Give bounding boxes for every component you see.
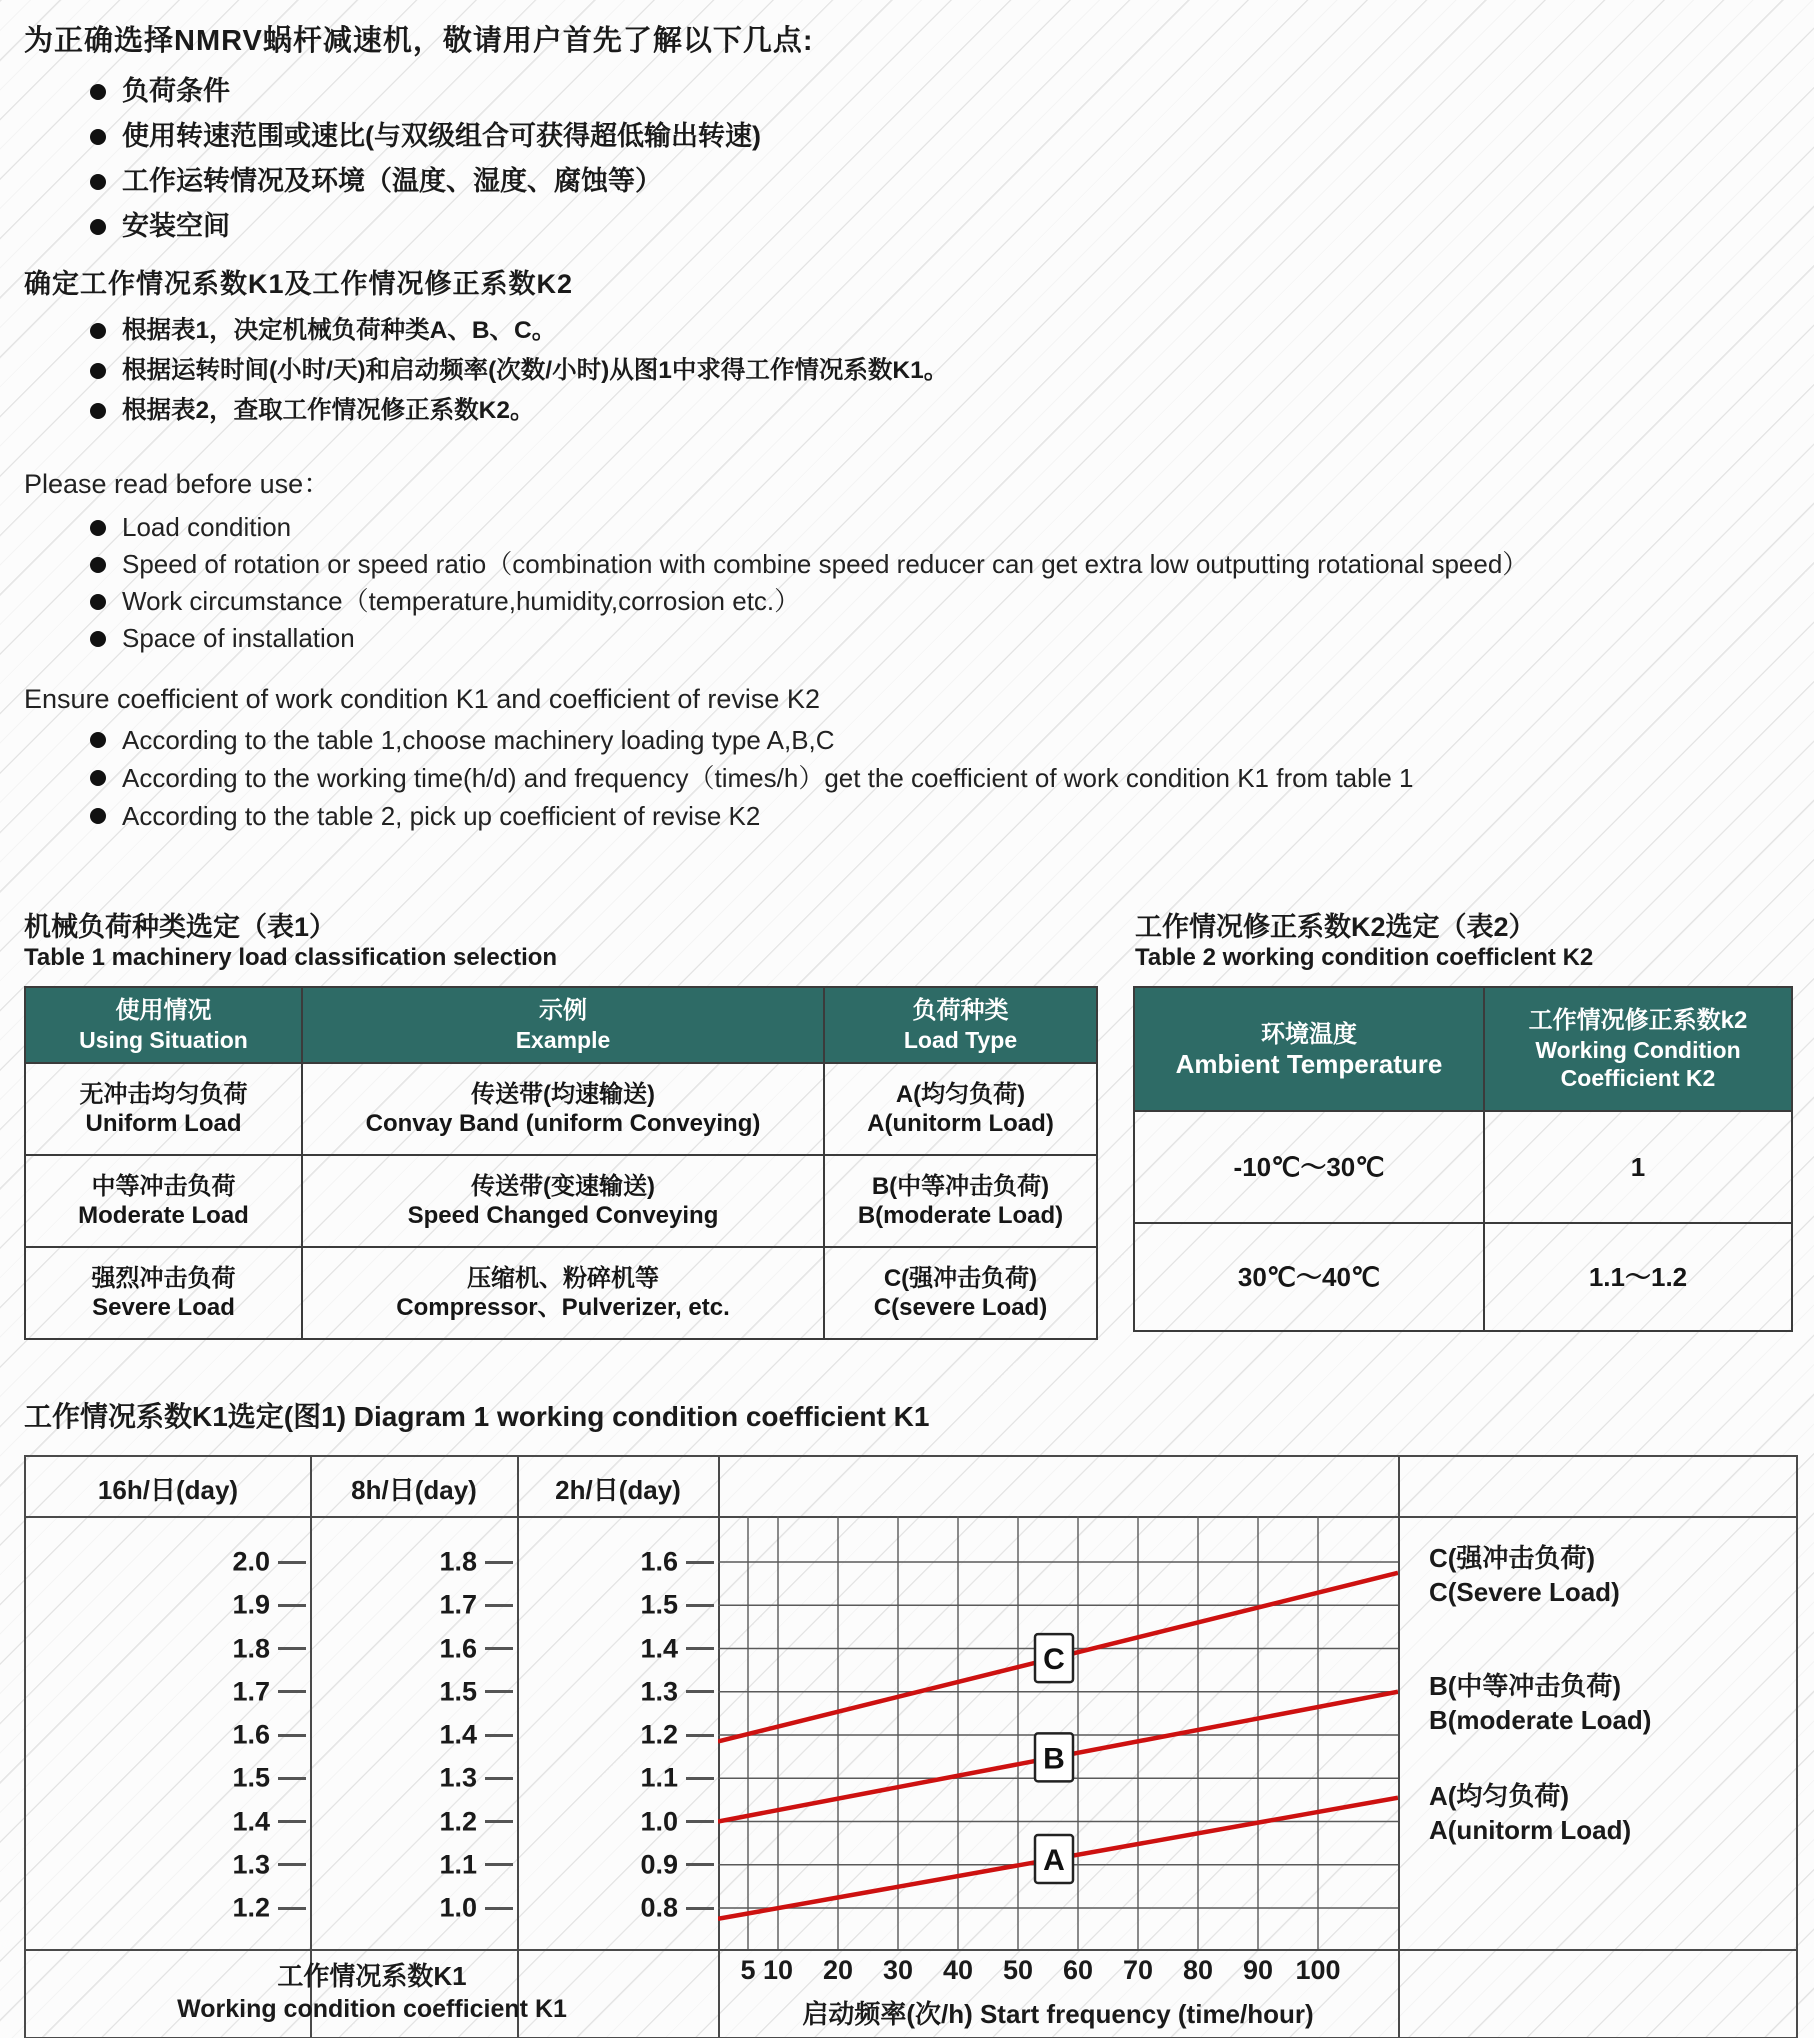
bullet-icon: [90, 631, 106, 647]
y-tick-mark: [485, 1863, 513, 1866]
duty-column-header: 8h/日(day): [351, 1475, 477, 1505]
list-item: According to the working time(h/d) and frequency（times/h）get the coefficient of work condition K1 from table 1: [90, 759, 1414, 797]
table2-titles: [1135, 905, 1593, 972]
x-axis-caption: 启动频率(次/h) Start frequency (time/hour): [802, 1999, 1314, 2029]
y-tick-mark: [485, 1604, 513, 1607]
table2-header-cell: 环境温度 Ambient Temperature: [1135, 988, 1483, 1110]
y-tick-mark: [686, 1820, 714, 1823]
x-tick-label: 60: [1062, 1955, 1094, 1985]
y-tick-mark: [686, 1863, 714, 1866]
bullet-icon: [90, 219, 106, 235]
y-tick-mark: [485, 1561, 513, 1564]
list-item: Space of installation: [90, 620, 1528, 657]
k-bullets-zh: [24, 311, 948, 431]
table1: [24, 986, 1098, 1340]
bullet-icon: [90, 84, 106, 100]
intro-title-zh: 为正确选择NMRV蜗杆减速机，敬请用户首先了解以下几点:: [24, 25, 814, 57]
table2-title-en: Table 2 working condition coefficlent K2: [1135, 944, 1594, 971]
y-tick-mark: [278, 1561, 306, 1564]
x-tick-label: 100: [1295, 1955, 1341, 1985]
bullet-icon: [90, 323, 106, 339]
intro-bullets-en: [24, 509, 1528, 657]
table-row-cell: 1.1～1.2: [1483, 1222, 1791, 1330]
y-tick-mark: [686, 1561, 714, 1564]
bullet-icon: [90, 520, 106, 536]
bullet-icon: [90, 808, 106, 824]
bullet-icon: [90, 403, 106, 419]
y-tick-mark: [686, 1604, 714, 1607]
x-tick-label: 70: [1122, 1955, 1154, 1985]
table1-titles: [24, 905, 557, 972]
list-item: Speed of rotation or speed ratio（combination with combine speed reducer can get extra low outputting rotational speed）: [90, 546, 1528, 583]
y-tick-mark: [485, 1777, 513, 1780]
bullet-icon: [90, 129, 106, 145]
table1-title-en: Table 1 machinery load classification selection: [24, 944, 558, 971]
y-tick-label: 1.4: [439, 1719, 477, 1750]
x-tick-label: 50: [1002, 1955, 1034, 1985]
x-tick-label: 10: [762, 1955, 794, 1985]
intro-section-en: [24, 462, 1528, 657]
y-axis-caption: 工作情况系数K1 Working condition coefficient K1: [177, 1961, 567, 2023]
table1-title-zh: 机械负荷种类选定（表1）: [24, 912, 337, 942]
y-tick-mark: [686, 1777, 714, 1780]
bullet-icon: [90, 174, 106, 190]
k1-diagram: [24, 1455, 1798, 2038]
y-tick-label: 1.5: [439, 1676, 477, 1707]
list-item: 负荷条件: [90, 69, 814, 114]
table1-header-cell: 负荷种类 Load Type: [823, 988, 1096, 1062]
table-row-cell: 传送带(均速输送) Convay Band (uniform Conveying): [301, 1062, 823, 1154]
table-row-cell: 压缩机、粉碎机等 Compressor、Pulverizer, etc.: [301, 1246, 823, 1338]
y-tick-label: 1.8: [439, 1546, 477, 1577]
y-tick-label: 1.6: [640, 1546, 678, 1577]
table-row-cell: 传送带(变速输送) Speed Changed Conveying: [301, 1154, 823, 1246]
y-tick-mark: [278, 1863, 306, 1866]
list-item: 根据运转时间(小时/天)和启动频率(次数/小时)从图1中求得工作情况系数K1。: [90, 351, 948, 391]
y-tick-label: 1.8: [232, 1633, 270, 1663]
y-tick-label: 1.3: [439, 1762, 477, 1793]
y-tick-label: 1.7: [232, 1676, 270, 1707]
k-section-zh: [24, 262, 948, 431]
x-tick-label: 40: [942, 1955, 974, 1985]
y-tick-mark: [485, 1734, 513, 1737]
column-divider: [310, 1457, 312, 2037]
list-item: Load condition: [90, 509, 1528, 546]
y-tick-mark: [278, 1907, 306, 1910]
k1-plot-area: [718, 1516, 1398, 1949]
table2: [1133, 986, 1793, 1332]
table-row-cell: C(强冲击负荷) C(severe Load): [823, 1246, 1096, 1338]
table-row-cell: B(中等冲击负荷) B(moderate Load): [823, 1154, 1096, 1246]
x-tick-label: 80: [1182, 1955, 1214, 1985]
y-tick-label: 2.0: [232, 1546, 270, 1577]
y-tick-mark: [686, 1734, 714, 1737]
y-tick-label: 0.8: [640, 1892, 678, 1923]
bullet-icon: [90, 557, 106, 573]
y-tick-label: 1.4: [232, 1806, 270, 1836]
y-tick-label: 1.6: [439, 1633, 477, 1663]
y-tick-mark: [686, 1690, 714, 1693]
y-tick-label: 1.1: [640, 1762, 678, 1793]
k-bullets-en: [24, 721, 1414, 835]
list-item: 安装空间: [90, 204, 814, 249]
table1-header-cell: 使用情况 Using Situation: [26, 988, 301, 1062]
series-marker-label-B: B: [1043, 1742, 1065, 1776]
table-row-cell: -10℃～30℃: [1135, 1110, 1483, 1222]
y-tick-label: 1.3: [232, 1849, 270, 1880]
table-row-cell: 30℃～40℃: [1135, 1222, 1483, 1330]
table-row-cell: 中等冲击负荷 Moderate Load: [26, 1154, 301, 1246]
y-tick-label: 1.5: [232, 1762, 270, 1793]
y-tick-mark: [485, 1907, 513, 1910]
k-section-en: [24, 684, 1414, 835]
y-tick-label: 1.5: [640, 1589, 678, 1620]
intro-title-en: Please read before use：: [24, 469, 331, 499]
x-tick-label: 5: [740, 1955, 756, 1985]
y-tick-label: 1.0: [640, 1806, 678, 1836]
list-item: 根据表1，决定机械负荷种类A、B、C。: [90, 311, 948, 351]
y-tick-label: 1.4: [640, 1633, 678, 1663]
y-tick-mark: [278, 1734, 306, 1737]
intro-bullets-zh: [24, 69, 814, 249]
x-tick-label: 30: [882, 1955, 914, 1985]
y-tick-mark: [278, 1690, 306, 1693]
table1-header-cell: 示例 Example: [301, 988, 823, 1062]
table-row-cell: 无冲击均匀负荷 Uniform Load: [26, 1062, 301, 1154]
y-tick-mark: [686, 1907, 714, 1910]
y-tick-mark: [278, 1820, 306, 1823]
bullet-icon: [90, 770, 106, 786]
legend-entry-B: B(中等冲击负荷) B(moderate Load): [1429, 1671, 1652, 1735]
list-item: Work circumstance（temperature,humidity,corrosion etc.）: [90, 583, 1528, 620]
y-tick-label: 0.9: [640, 1849, 678, 1880]
y-tick-label: 1.2: [232, 1892, 270, 1923]
y-tick-label: 1.0: [439, 1892, 477, 1923]
y-tick-mark: [278, 1647, 306, 1650]
y-tick-mark: [278, 1777, 306, 1780]
y-tick-label: 1.7: [439, 1589, 477, 1620]
intro-section-zh: [24, 18, 814, 249]
y-tick-label: 1.2: [439, 1806, 477, 1836]
y-tick-label: 1.1: [439, 1849, 477, 1880]
list-item: According to the table 1,choose machinery loading type A,B,C: [90, 721, 1414, 759]
table-row-cell: 1: [1483, 1110, 1791, 1222]
list-item: According to the table 2, pick up coefficient of revise K2: [90, 797, 1414, 835]
list-item: 工作运转情况及环境（温度、湿度、腐蚀等）: [90, 159, 814, 204]
y-tick-mark: [278, 1604, 306, 1607]
duty-column-header: 16h/日(day): [97, 1475, 239, 1505]
bullet-icon: [90, 732, 106, 748]
k-title-en: Ensure coefficient of work condition K1 and coefficient of revise K2: [24, 684, 820, 714]
column-divider: [1398, 1457, 1400, 2037]
y-tick-label: 1.2: [640, 1719, 678, 1750]
y-tick-label: 1.3: [640, 1676, 678, 1707]
table2-title-zh: 工作情况修正系数K2选定（表2）: [1135, 912, 1536, 942]
legend-entry-A: A(均匀负荷) A(unitorm Load): [1429, 1781, 1632, 1845]
list-item: 根据表2，查取工作情况修正系数K2。: [90, 391, 948, 431]
table-row-cell: 强烈冲击负荷 Severe Load: [26, 1246, 301, 1338]
y-tick-mark: [485, 1647, 513, 1650]
duty-column-header: 2h/日(day): [555, 1475, 681, 1505]
series-marker-label-A: A: [1043, 1843, 1065, 1877]
x-tick-label: 20: [822, 1955, 854, 1985]
chart-title: 工作情况系数K1选定(图1) Diagram 1 working condition coefficient K1: [24, 1401, 930, 1432]
legend-entry-C: C(强冲击负荷) C(Severe Load): [1429, 1543, 1620, 1607]
y-tick-mark: [485, 1820, 513, 1823]
k-title-zh: 确定工作情况系数K1及工作情况修正系数K2: [24, 269, 574, 299]
y-tick-label: 1.9: [232, 1589, 270, 1620]
x-tick-label: 90: [1242, 1955, 1274, 1985]
column-divider: [517, 1457, 519, 2037]
y-tick-label: 1.6: [232, 1719, 270, 1750]
table-row-cell: A(均匀负荷) A(unitorm Load): [823, 1062, 1096, 1154]
y-tick-mark: [485, 1690, 513, 1693]
list-item: 使用转速范围或速比(与双级组合可获得超低输出转速): [90, 114, 814, 159]
bullet-icon: [90, 363, 106, 379]
table2-header-cell: 工作情况修正系数k2 Working Condition Coefficient K2: [1483, 988, 1791, 1110]
bullet-icon: [90, 594, 106, 610]
y-tick-mark: [686, 1647, 714, 1650]
series-marker-label-C: C: [1043, 1643, 1065, 1677]
